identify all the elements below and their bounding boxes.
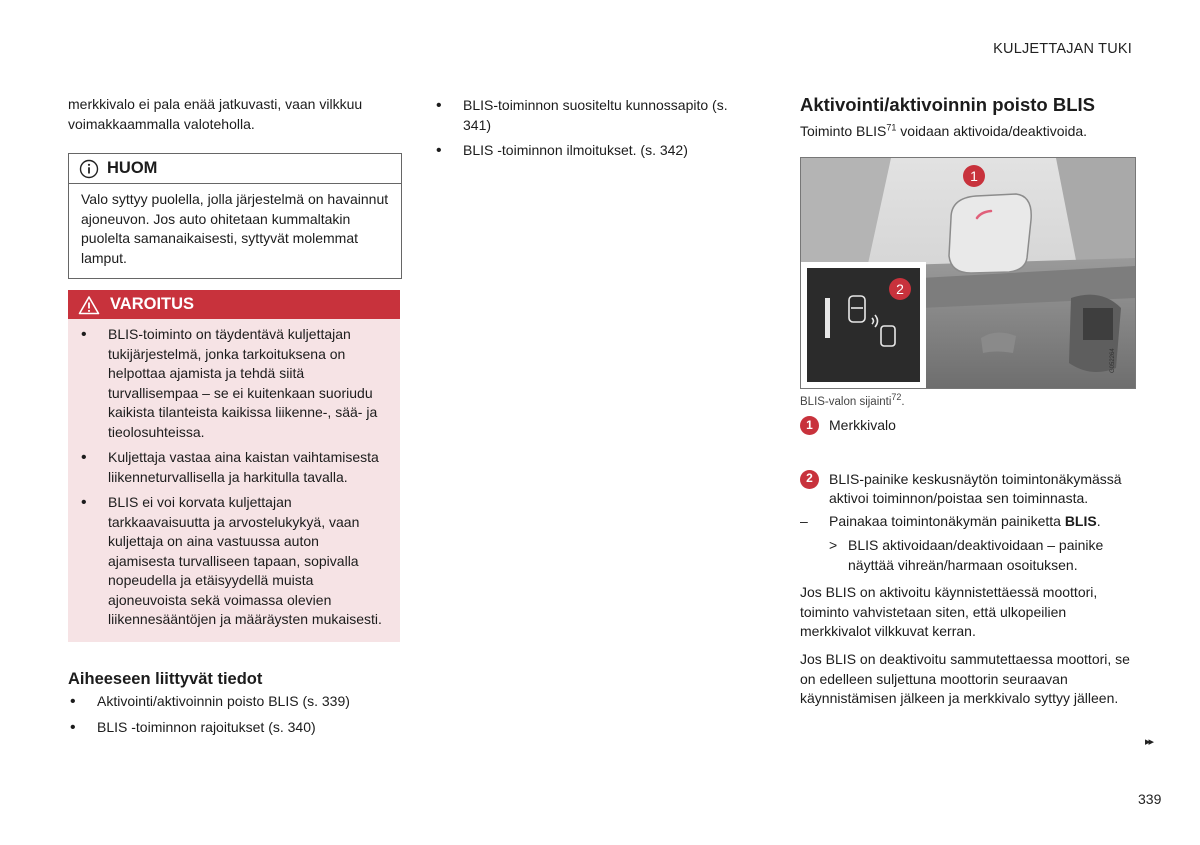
warning-triangle-icon [78, 295, 100, 315]
callout-2: 2 [896, 281, 904, 297]
related-link[interactable]: • BLIS-toiminnon suositeltu kunnossapito (s. 341) [463, 96, 743, 135]
footnote-ref[interactable]: 72 [891, 392, 902, 403]
callout-1: 1 [970, 168, 978, 184]
warning-item: • BLIS-toiminto on täydentävä kuljettajan tukijärjestelmä, jonka tarkoituksena on helpottaa ajamista ja tehdä siitä turvallisempaa – se ei kuitenkaan suoriudu kaikista tilanteista kaikissa liikenne-, sää- ja tieolosuhteissa. [108, 325, 386, 442]
figure-caption: BLIS-valon sijainti$^{72}$. [800, 392, 905, 408]
related-list [97, 692, 397, 743]
legend-item-1 [800, 416, 1163, 436]
related-link[interactable]: • BLIS -toiminnon ilmoitukset. (s. 342) [463, 141, 743, 161]
related-title: Aiheeseen liittyvät tiedot [68, 670, 263, 688]
section-title: Aktivointi/aktivoinnin poisto BLIS [800, 94, 1095, 115]
note-header [69, 154, 401, 184]
intro-text: merkkivalo ei pala enää jatkuvasti, vaan vilkkuu voimakkaammalla valoteholla. [68, 96, 363, 132]
related-link[interactable]: • Aktivointi/aktivoinnin poisto BLIS (s. 339) [97, 692, 397, 712]
related-link[interactable]: • BLIS -toiminnon rajoitukset (s. 340) [97, 718, 397, 738]
legend-item-2 [800, 470, 1134, 509]
blis-button-label: BLIS [1064, 513, 1097, 529]
page-number: 339 [1138, 791, 1162, 807]
step-instruction: – Painakaa toimintonäkymän painiketta BLIS. [800, 512, 1134, 532]
section-subtitle: Toiminto BLIS$^{71}$ voidaan aktivoida/deaktivoida. [800, 122, 1088, 139]
warning-box [68, 290, 400, 642]
legend-number: 1 [800, 416, 819, 435]
step-marker: – [800, 513, 808, 529]
note-box [68, 153, 402, 279]
paragraph-deactivated: Jos BLIS on deaktivoitu sammutettaessa moottori, se on edelleen suljettuna moottorin seuraavan käynnistämisen jälkeen ja merkkivalo syttyy jälleen. [800, 651, 1130, 706]
legend-text: BLIS-painike keskusnäytön toimintonäkymässä aktivoi toiminnon/poistaa sen toiminnasta. [829, 470, 1122, 506]
result-marker: > [829, 537, 838, 553]
warning-title: VAROITUS [110, 294, 195, 313]
info-icon [79, 159, 99, 179]
footnote-ref[interactable]: 71 [886, 122, 897, 133]
note-text: Valo syttyy puolella, jolla järjestelmä on havainnut ajoneuvon. Jos auto ohitetaan kummaltakin puolelta samanaikaisesti, syttyvät molemmat lamput. [81, 191, 389, 266]
warning-header [68, 290, 400, 319]
related-list-cont [463, 96, 743, 167]
section-header: KULJETTAJAN TUKI [993, 41, 1132, 57]
note-title: HUOM [107, 158, 158, 177]
blis-figure [800, 157, 1136, 389]
continue-arrows-icon: ▸▸ [1145, 736, 1153, 748]
warning-item: • Kuljettaja vastaa aina kaistan vaihtamisesta liikenneturvallisella ja harkitulla tavalla. [108, 448, 386, 487]
step-result: > BLIS aktivoidaan/deaktivoidaan – painike näyttää vihreän/harmaan osoituksen. [829, 537, 1104, 573]
car-interior-illustration [801, 158, 1135, 388]
warning-item: • BLIS ei voi korvata kuljettajan tarkkaavaisuutta ja arvostelukykyä, vaan kuljettaja on aina vastuussa auton ajamisesta turvalliseen tapaan, sopivalla nopeudella ja etäisyydellä muista ajoneuvoista sekä voimassa olevien liikennesääntöjen ja määräysten mukaisesti. [108, 493, 386, 630]
legend-text: Merkkivalo [829, 417, 896, 433]
legend-number: 2 [800, 470, 819, 489]
figure-code: G052264 [1110, 348, 1116, 373]
paragraph-activated: Jos BLIS on aktivoitu käynnistettäessä moottori, toiminto vahvistetaan siten, että ulkopeilien merkkivalot vilkkuvat kerran. [800, 584, 1098, 639]
